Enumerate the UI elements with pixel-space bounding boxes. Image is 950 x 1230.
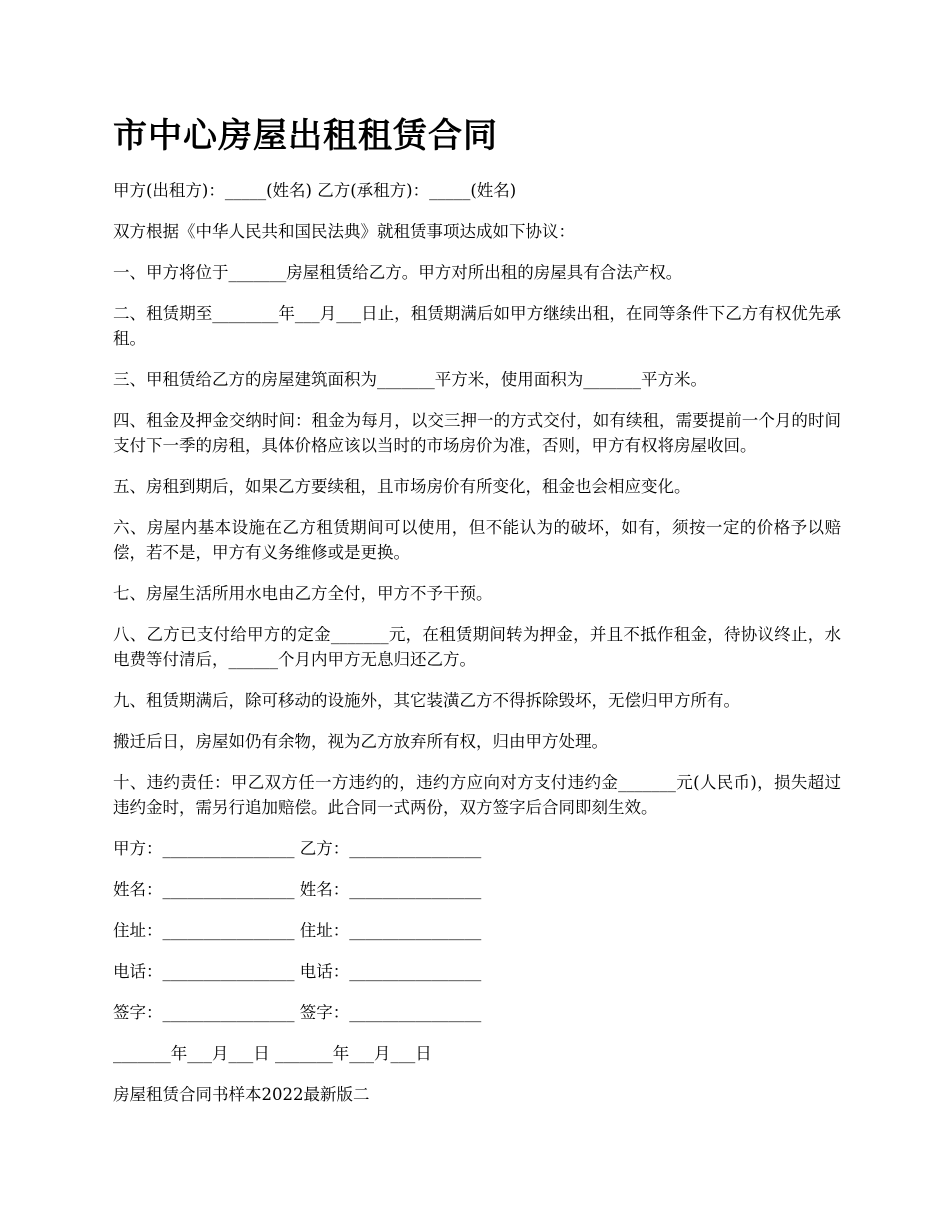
signature-date-row: _______年___月___日 _______年___月___日	[113, 1044, 432, 1063]
signature-party-row: 甲方：________________ 乙方：________________	[113, 839, 482, 858]
agreement-intro: 双方根据《中华人民共和国民法典》就租赁事项达成如下协议：	[113, 222, 575, 241]
document-footer: 房屋租赁合同书样本2022最新版二	[113, 1085, 370, 1104]
parties-line: 甲方(出租方)：_____(姓名) 乙方(承租方)：_____(姓名)	[113, 181, 517, 200]
clause-8: 八、乙方已支付给甲方的定金_______元，在租赁期间转为押金，并且不抵作租金，待协议终止，水电费等付清后，______个月内甲方无息归还乙方。	[113, 625, 841, 669]
signature-phone-row: 电话：________________ 电话：________________	[113, 962, 482, 981]
signature-block	[113, 836, 841, 1066]
clause-5: 五、房租到期后，如果乙方要续租，且市场房价有所变化，租金也会相应变化。	[113, 477, 691, 496]
clause-1: 一、甲方将位于_______房屋租赁给乙方。甲方对所出租的房屋具有合法产权。	[113, 263, 683, 282]
document-body	[113, 178, 841, 1123]
document-title: 市中心房屋出租租赁合同	[113, 116, 498, 156]
signature-address-row: 住址：________________ 住址：________________	[113, 921, 482, 940]
clause-9: 九、租赁期满后，除可移动的设施外，其它装潢乙方不得拆除毁坏，无偿归甲方所有。	[113, 691, 740, 710]
clause-4: 四、租金及押金交纳时间：租金为每月，以交三押一的方式交付，如有续租，需要提前一个月的时间支付下一季的房租，具体价格应该以当时的市场房价为准，否则，甲方有权将房屋收回。	[113, 411, 841, 455]
signature-sign-row: 签字：________________ 签字：________________	[113, 1003, 482, 1022]
clause-9-supplement: 搬迁后日，房屋如仍有余物，视为乙方放弃所有权，归由甲方处理。	[113, 732, 608, 751]
signature-name-row: 姓名：________________ 姓名：________________	[113, 880, 482, 899]
clause-3: 三、甲租赁给乙方的房屋建筑面积为_______平方米，使用面积为_______平方米。	[113, 370, 707, 389]
clause-7: 七、房屋生活所用水电由乙方全付，甲方不予干预。	[113, 584, 493, 603]
clause-2: 二、租赁期至________年___月___日止，租赁期满后如甲方继续出租，在同等条件下乙方有权优先承租。	[113, 304, 841, 348]
clause-6: 六、房屋内基本设施在乙方租赁期间可以使用，但不能认为的破坏，如有，须按一定的价格予以赔偿，若不是，甲方有义务维修或是更换。	[113, 518, 841, 562]
clause-10: 十、违约责任：甲乙双方任一方违约的，违约方应向对方支付违约金_______元(人民币)，损失超过违约金时，需另行追加赔偿。此合同一式两份，双方签字后合同即刻生效。	[113, 773, 841, 817]
